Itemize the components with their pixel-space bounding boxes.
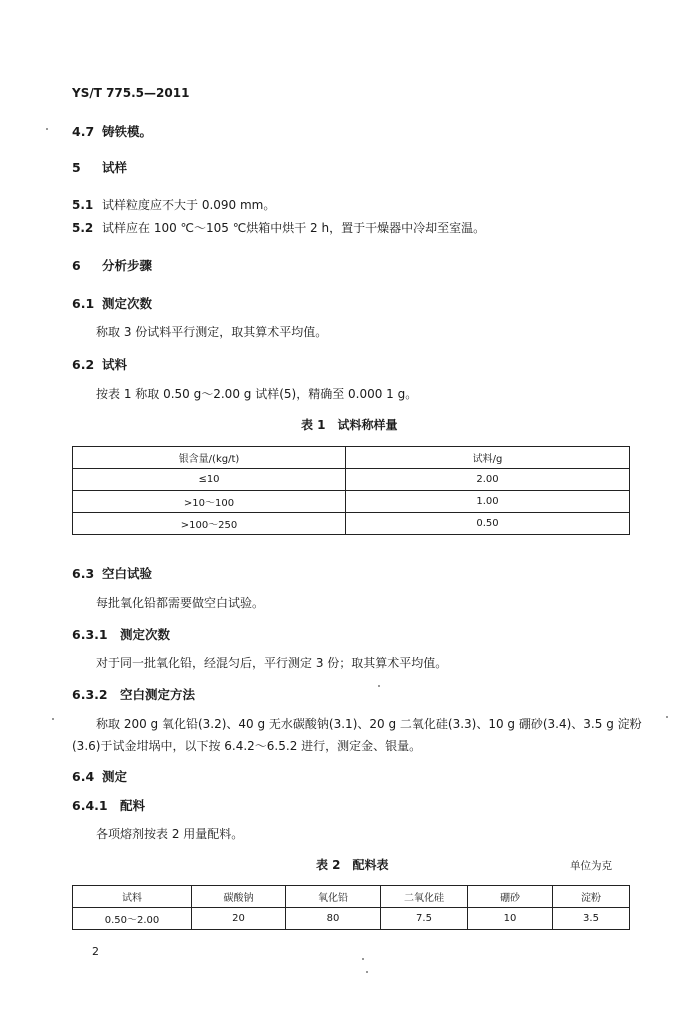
section-number: 6.4: [72, 769, 95, 784]
scan-speck: [52, 718, 54, 720]
table1-caption: 表 1 试料称样量: [301, 418, 398, 432]
table2-header-cell: 试料: [73, 886, 192, 908]
section-6-heading: [72, 256, 152, 274]
section-number: 6.2: [72, 357, 95, 372]
section-6-3-2-heading: [72, 685, 195, 703]
section-title: 空白试验: [102, 566, 153, 581]
table2-header-cell: 淀粉: [553, 886, 630, 908]
section-number: 6: [72, 258, 81, 273]
scan-speck: [362, 958, 364, 960]
section-5-1: [72, 196, 275, 213]
table-row: [73, 513, 630, 535]
section-text: 铸铁模。: [102, 124, 153, 139]
section-4-7: [72, 122, 152, 140]
section-6-3-heading: [72, 564, 152, 582]
table1-header-row: [73, 447, 630, 469]
section-6-3-2-text-line1: 称取 200 g 氧化铅(3.2)、40 g 无水碳酸钠(3.1)、20 g 二氧化硅(3.3)、10 g 硼砂(3.4)、3.5 g 淀粉: [96, 717, 642, 731]
table1-cell: >100～250: [73, 513, 346, 535]
table2-cell: 20: [192, 908, 286, 930]
section-number: 6.1: [72, 296, 95, 311]
section-title: 测定次数: [120, 627, 171, 642]
table1-cell: 2.00: [346, 469, 630, 491]
table2-cell: 80: [286, 908, 381, 930]
table2-cell: 0.50～2.00: [73, 908, 192, 930]
table2-cell: 10: [468, 908, 553, 930]
section-5-2: [72, 219, 485, 236]
table2-header-row: [73, 886, 630, 908]
table-row: [73, 491, 630, 513]
table2-header-cell: 硼砂: [468, 886, 553, 908]
section-6-3-1-heading: [72, 625, 170, 643]
section-text: 试样粒度应不大于 0.090 mm。: [102, 198, 276, 212]
section-number: 5.2: [72, 221, 94, 235]
table2-cell: 7.5: [381, 908, 468, 930]
table1-cell: >10～100: [73, 491, 346, 513]
section-number: 6.3.1: [72, 627, 108, 642]
table1-cell: ≤10: [73, 469, 346, 491]
table-row: [73, 469, 630, 491]
section-title: 试料: [102, 357, 128, 372]
page-number: 2: [92, 945, 99, 958]
table1-header-sample: 试料/g: [346, 447, 630, 469]
section-6-3-2-text-line2: (3.6)于试金坩埚中，以下按 6.4.2～6.5.2 进行，测定金、银量。: [72, 739, 422, 753]
section-number: 6.3: [72, 566, 95, 581]
section-6-1-heading: [72, 294, 152, 312]
section-6-4-1-heading: [72, 796, 145, 814]
table1-cell: 1.00: [346, 491, 630, 513]
section-6-2-heading: [72, 355, 127, 373]
section-6-4-heading: [72, 767, 127, 785]
scan-speck: [378, 685, 380, 687]
scan-speck: [666, 716, 668, 718]
section-title: 空白测定方法: [120, 687, 196, 702]
section-number: 5.1: [72, 198, 94, 212]
table-row: [73, 908, 630, 930]
table2-unit: 单位为克: [570, 860, 612, 872]
standard-id: YS/T 775.5—2011: [72, 86, 190, 100]
section-title: 测定次数: [102, 296, 153, 311]
section-number: 6.4.1: [72, 798, 108, 813]
section-5-heading: [72, 158, 127, 176]
table2: [72, 885, 630, 930]
table2-header-cell: 碳酸钠: [192, 886, 286, 908]
table1: [72, 446, 630, 535]
section-number: 5: [72, 160, 81, 175]
section-title: 分析步骤: [102, 258, 153, 273]
section-6-1-text: 称取 3 份试料平行测定，取其算术平均值。: [96, 325, 328, 339]
section-title: 试样: [102, 160, 128, 175]
table2-caption: 表 2 配料表: [316, 858, 389, 872]
section-number: 4.7: [72, 124, 95, 139]
section-title: 配料: [120, 798, 146, 813]
section-6-3-1-text: 对于同一批氧化铅，经混匀后，平行测定 3 份；取其算术平均值。: [96, 656, 448, 670]
table1-header-silver: 银含量/(kg/t): [73, 447, 346, 469]
section-text: 试样应在 100 ℃～105 ℃烘箱中烘干 2 h，置于干燥器中冷却至室温。: [102, 221, 486, 235]
table2-header-cell: 氧化铅: [286, 886, 381, 908]
section-6-3-text: 每批氧化铅都需要做空白试验。: [96, 596, 265, 610]
scan-speck: [46, 128, 48, 130]
table1-cell: 0.50: [346, 513, 630, 535]
scan-speck: [366, 971, 368, 973]
section-title: 测定: [102, 769, 128, 784]
section-number: 6.3.2: [72, 687, 108, 702]
section-6-4-1-text: 各项熔剂按表 2 用量配料。: [96, 827, 244, 841]
section-6-2-text: 按表 1 称取 0.50 g～2.00 g 试样(5)，精确至 0.000 1 g。: [96, 387, 418, 401]
table2-cell: 3.5: [553, 908, 630, 930]
table2-header-cell: 二氧化硅: [381, 886, 468, 908]
